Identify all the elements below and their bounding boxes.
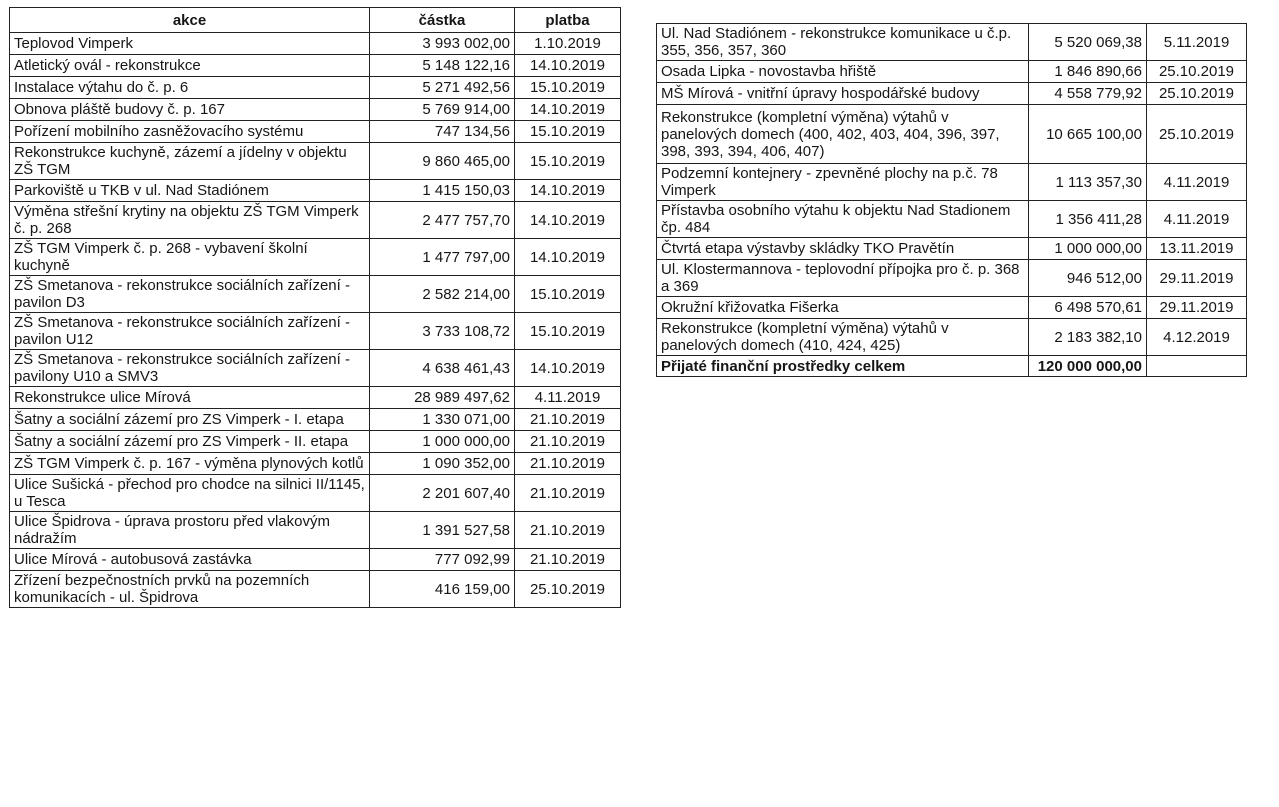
cell-castka: 747 134,56 bbox=[370, 121, 515, 143]
cell-castka: 2 183 382,10 bbox=[1029, 319, 1147, 356]
total-label: Přijaté finanční prostředky celkem bbox=[657, 356, 1029, 377]
cell-platba: 21.10.2019 bbox=[515, 431, 621, 453]
table-row bbox=[10, 453, 621, 475]
cell-castka: 9 860 465,00 bbox=[370, 143, 515, 180]
table-row bbox=[10, 571, 621, 608]
table-row bbox=[10, 180, 621, 202]
cell-platba: 29.11.2019 bbox=[1147, 260, 1247, 297]
table-row bbox=[10, 121, 621, 143]
table-row bbox=[657, 61, 1247, 83]
cell-akce: Přístavba osobního výtahu k objektu Nad Stadionem čp. 484 bbox=[657, 201, 1029, 238]
cell-castka: 1 000 000,00 bbox=[1029, 238, 1147, 260]
cell-castka: 5 520 069,38 bbox=[1029, 24, 1147, 61]
header-platba: platba bbox=[515, 8, 621, 33]
cell-platba: 21.10.2019 bbox=[515, 475, 621, 512]
cell-castka: 28 989 497,62 bbox=[370, 387, 515, 409]
cell-akce: Ulice Mírová - autobusová zastávka bbox=[10, 549, 370, 571]
table-row bbox=[10, 99, 621, 121]
cell-platba: 14.10.2019 bbox=[515, 55, 621, 77]
cell-akce: Instalace výtahu do č. p. 6 bbox=[10, 77, 370, 99]
total-amount: 120 000 000,00 bbox=[1029, 356, 1147, 377]
cell-akce: Podzemní kontejnery - zpevněné plochy na p.č. 78 Vimperk bbox=[657, 164, 1029, 201]
table-row bbox=[10, 202, 621, 239]
cell-castka: 4 558 779,92 bbox=[1029, 83, 1147, 105]
cell-castka: 777 092,99 bbox=[370, 549, 515, 571]
cell-akce: Okružní křižovatka Fišerka bbox=[657, 297, 1029, 319]
table-row bbox=[10, 55, 621, 77]
cell-platba: 21.10.2019 bbox=[515, 549, 621, 571]
cell-platba: 4.12.2019 bbox=[1147, 319, 1247, 356]
table-row bbox=[10, 475, 621, 512]
cell-platba: 15.10.2019 bbox=[515, 276, 621, 313]
cell-castka: 6 498 570,61 bbox=[1029, 297, 1147, 319]
cell-castka: 946 512,00 bbox=[1029, 260, 1147, 297]
cell-castka: 1 330 071,00 bbox=[370, 409, 515, 431]
cell-platba: 21.10.2019 bbox=[515, 409, 621, 431]
table-row bbox=[10, 350, 621, 387]
table-row bbox=[10, 549, 621, 571]
cell-platba: 25.10.2019 bbox=[1147, 105, 1247, 164]
cell-akce: Ul. Klostermannova - teplovodní přípojka pro č. p. 368 a 369 bbox=[657, 260, 1029, 297]
cell-castka: 1 477 797,00 bbox=[370, 239, 515, 276]
cell-castka: 10 665 100,00 bbox=[1029, 105, 1147, 164]
table-row bbox=[10, 77, 621, 99]
cell-platba: 25.10.2019 bbox=[1147, 61, 1247, 83]
cell-platba: 21.10.2019 bbox=[515, 453, 621, 475]
cell-platba: 14.10.2019 bbox=[515, 202, 621, 239]
table-row bbox=[10, 143, 621, 180]
header-row bbox=[10, 8, 621, 33]
table-row bbox=[657, 164, 1247, 201]
cell-akce: Rekonstrukce ulice Mírová bbox=[10, 387, 370, 409]
header-akce: akce bbox=[10, 8, 370, 33]
cell-platba: 4.11.2019 bbox=[1147, 164, 1247, 201]
table-row bbox=[10, 512, 621, 549]
cell-platba: 21.10.2019 bbox=[515, 512, 621, 549]
cell-castka: 3 993 002,00 bbox=[370, 33, 515, 55]
cell-akce: ZŠ Smetanova - rekonstrukce sociálních zařízení - pavilon U12 bbox=[10, 313, 370, 350]
cell-akce: Rekonstrukce kuchyně, zázemí a jídelny v objektu ZŠ TGM bbox=[10, 143, 370, 180]
cell-akce: Výměna střešní krytiny na objektu ZŠ TGM Vimperk č. p. 268 bbox=[10, 202, 370, 239]
cell-platba: 14.10.2019 bbox=[515, 99, 621, 121]
cell-platba: 4.11.2019 bbox=[515, 387, 621, 409]
cell-akce: Obnova pláště budovy č. p. 167 bbox=[10, 99, 370, 121]
table-row bbox=[657, 297, 1247, 319]
cell-akce: Rekonstrukce (kompletní výměna) výtahů v panelových domech (400, 402, 403, 404, 396, 397, 398, 393, 394, 406, 407) bbox=[657, 105, 1029, 164]
cell-akce: Šatny a sociální zázemí pro ZS Vimperk - II. etapa bbox=[10, 431, 370, 453]
cell-akce: Zřízení bezpečnostních prvků na pozemních komunikacích - ul. Špidrova bbox=[10, 571, 370, 608]
table-row bbox=[657, 24, 1247, 61]
cell-akce: Pořízení mobilního zasněžovacího systému bbox=[10, 121, 370, 143]
cell-akce: Teplovod Vimperk bbox=[10, 33, 370, 55]
cell-akce: Ulice Sušická - přechod pro chodce na silnici II/1145, u Tesca bbox=[10, 475, 370, 512]
cell-akce: Ulice Špidrova - úprava prostoru před vlakovým nádražím bbox=[10, 512, 370, 549]
cell-platba: 25.10.2019 bbox=[515, 571, 621, 608]
table-row bbox=[10, 276, 621, 313]
cell-castka: 1 356 411,28 bbox=[1029, 201, 1147, 238]
table-row bbox=[10, 387, 621, 409]
cell-castka: 5 148 122,16 bbox=[370, 55, 515, 77]
cell-castka: 1 090 352,00 bbox=[370, 453, 515, 475]
cell-castka: 1 846 890,66 bbox=[1029, 61, 1147, 83]
cell-platba: 13.11.2019 bbox=[1147, 238, 1247, 260]
cell-platba: 15.10.2019 bbox=[515, 77, 621, 99]
cell-akce: Osada Lipka - novostavba hřiště bbox=[657, 61, 1029, 83]
table-row bbox=[10, 313, 621, 350]
table-row bbox=[10, 239, 621, 276]
cell-platba: 14.10.2019 bbox=[515, 239, 621, 276]
cell-akce: ZŠ Smetanova - rekonstrukce sociálních zařízení - pavilony U10 a SMV3 bbox=[10, 350, 370, 387]
total-date bbox=[1147, 356, 1247, 377]
cell-castka: 1 415 150,03 bbox=[370, 180, 515, 202]
cell-castka: 1 113 357,30 bbox=[1029, 164, 1147, 201]
right-payments-table bbox=[656, 23, 1247, 377]
table-row bbox=[10, 409, 621, 431]
cell-akce: Parkoviště u TKB v ul. Nad Stadiónem bbox=[10, 180, 370, 202]
cell-castka: 4 638 461,43 bbox=[370, 350, 515, 387]
table-row bbox=[657, 201, 1247, 238]
cell-akce: Rekonstrukce (kompletní výměna) výtahů v panelových domech (410, 424, 425) bbox=[657, 319, 1029, 356]
cell-castka: 3 733 108,72 bbox=[370, 313, 515, 350]
table-row bbox=[657, 260, 1247, 297]
total-row bbox=[657, 356, 1247, 377]
cell-castka: 416 159,00 bbox=[370, 571, 515, 608]
cell-castka: 2 201 607,40 bbox=[370, 475, 515, 512]
cell-platba: 15.10.2019 bbox=[515, 121, 621, 143]
cell-platba: 15.10.2019 bbox=[515, 143, 621, 180]
cell-platba: 14.10.2019 bbox=[515, 350, 621, 387]
left-table-body bbox=[10, 33, 621, 608]
cell-castka: 5 769 914,00 bbox=[370, 99, 515, 121]
cell-platba: 29.11.2019 bbox=[1147, 297, 1247, 319]
cell-castka: 1 000 000,00 bbox=[370, 431, 515, 453]
table-row bbox=[657, 83, 1247, 105]
header-castka: částka bbox=[370, 8, 515, 33]
table-row bbox=[657, 238, 1247, 260]
cell-akce: ZŠ TGM Vimperk č. p. 268 - vybavení školní kuchyně bbox=[10, 239, 370, 276]
cell-akce: Ul. Nad Stadiónem - rekonstrukce komunikace u č.p. 355, 356, 357, 360 bbox=[657, 24, 1029, 61]
cell-castka: 2 477 757,70 bbox=[370, 202, 515, 239]
cell-platba: 15.10.2019 bbox=[515, 313, 621, 350]
cell-akce: Šatny a sociální zázemí pro ZS Vimperk - I. etapa bbox=[10, 409, 370, 431]
cell-castka: 2 582 214,00 bbox=[370, 276, 515, 313]
cell-akce: ZŠ Smetanova - rekonstrukce sociálních zařízení - pavilon D3 bbox=[10, 276, 370, 313]
cell-platba: 14.10.2019 bbox=[515, 180, 621, 202]
table-row bbox=[10, 33, 621, 55]
cell-platba: 4.11.2019 bbox=[1147, 201, 1247, 238]
cell-platba: 1.10.2019 bbox=[515, 33, 621, 55]
cell-platba: 25.10.2019 bbox=[1147, 83, 1247, 105]
cell-platba: 5.11.2019 bbox=[1147, 24, 1247, 61]
cell-akce: Čtvrtá etapa výstavby skládky TKO Pravětín bbox=[657, 238, 1029, 260]
cell-castka: 1 391 527,58 bbox=[370, 512, 515, 549]
cell-castka: 5 271 492,56 bbox=[370, 77, 515, 99]
table-row bbox=[10, 431, 621, 453]
table-row bbox=[657, 105, 1247, 164]
cell-akce: MŠ Mírová - vnitřní úpravy hospodářské budovy bbox=[657, 83, 1029, 105]
right-table-body bbox=[657, 24, 1247, 356]
cell-akce: ZŠ TGM Vimperk č. p. 167 - výměna plynových kotlů bbox=[10, 453, 370, 475]
left-payments-table bbox=[9, 7, 621, 608]
table-row bbox=[657, 319, 1247, 356]
cell-akce: Atletický ovál - rekonstrukce bbox=[10, 55, 370, 77]
